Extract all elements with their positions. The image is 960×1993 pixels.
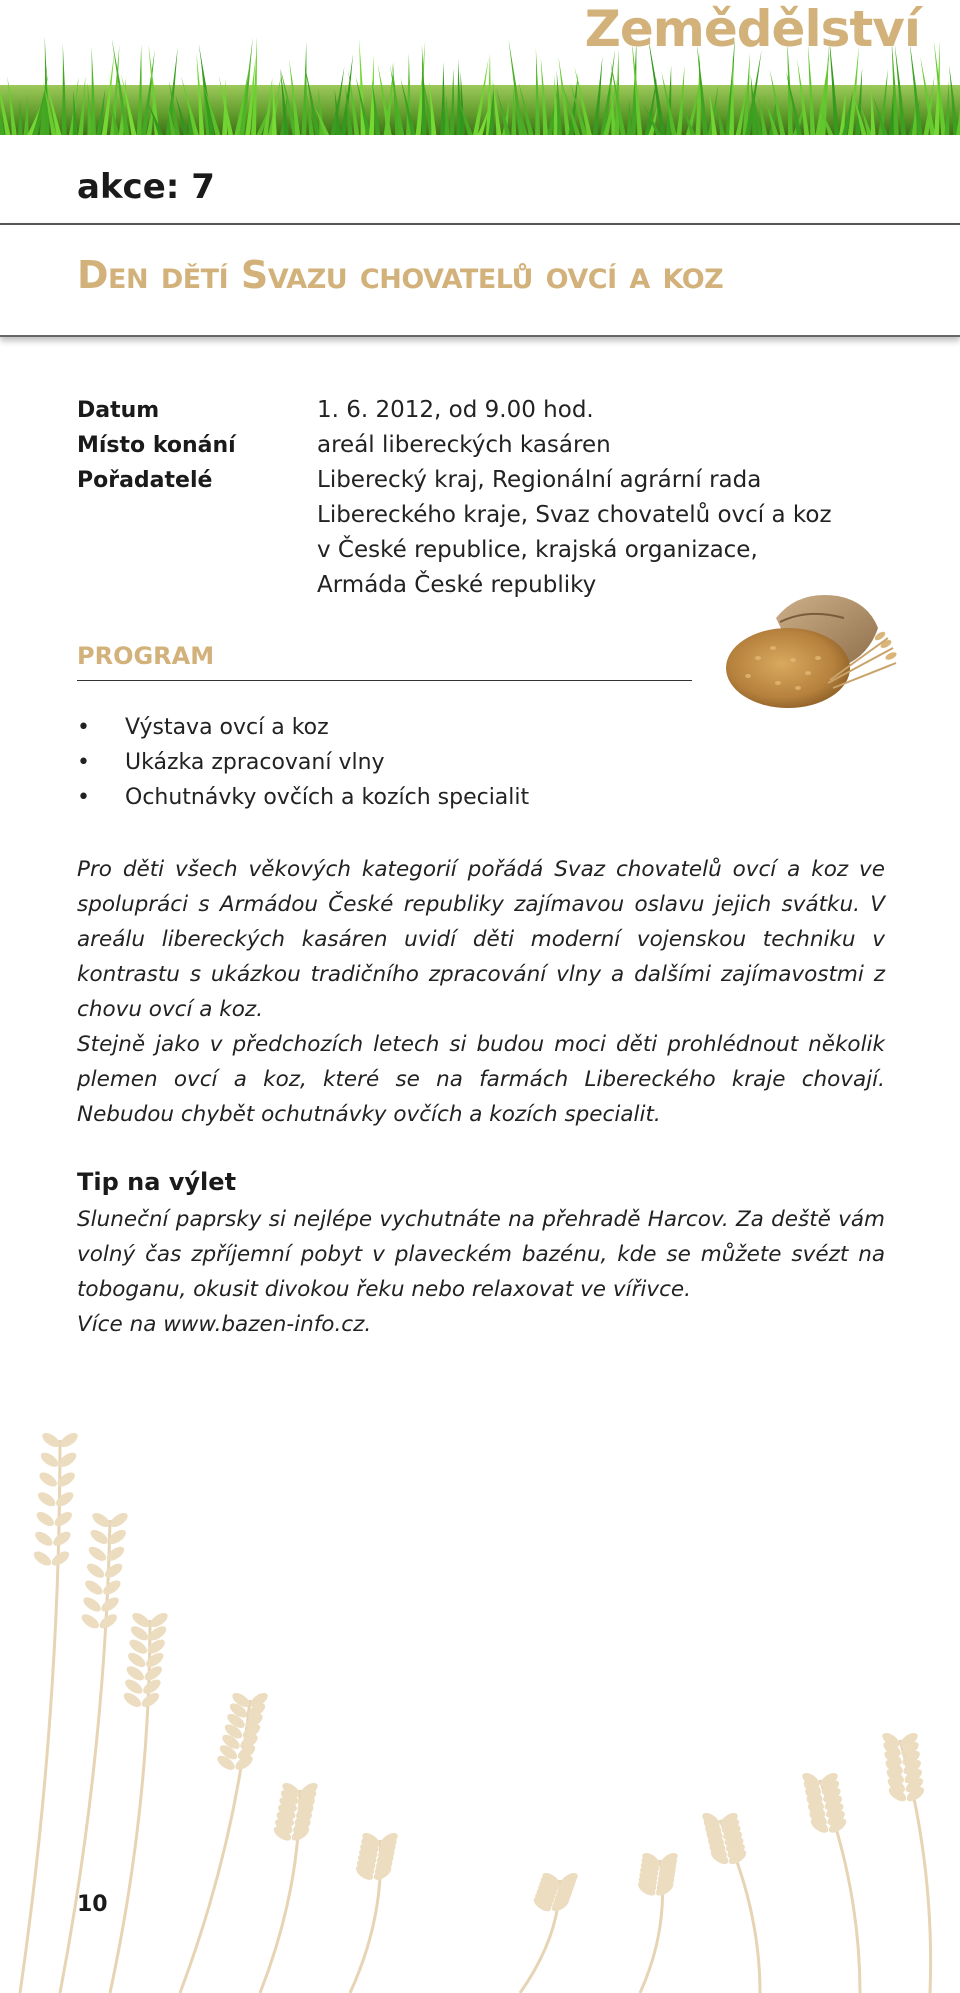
- bullet: •: [77, 715, 90, 740]
- wheat-grain: [34, 1509, 56, 1529]
- action-number-bar: [0, 135, 960, 225]
- page-number: 10: [77, 1892, 108, 1917]
- wheat-grain: [86, 1544, 108, 1564]
- wheat-grain: [142, 1663, 164, 1683]
- wheat-grain: [88, 1527, 110, 1547]
- event-info: [77, 393, 877, 603]
- program-divider: [77, 680, 692, 681]
- info-key: Datum: [77, 398, 160, 423]
- list-item: [77, 780, 529, 815]
- wheat-grain: [54, 1489, 76, 1509]
- info-value-line: Armáda České republiky: [317, 572, 597, 598]
- program-heading: PROGRAM: [77, 642, 215, 670]
- info-value-line: 1. 6. 2012, od 9.00 hod.: [317, 397, 594, 423]
- info-value: [317, 393, 594, 428]
- wheat-grain: [36, 1489, 58, 1509]
- wheat-grain: [51, 1529, 73, 1549]
- program-list: [77, 710, 529, 815]
- wheat-grain: [81, 1595, 103, 1615]
- wheat-grain: [101, 1578, 123, 1598]
- section-title: Zemědělství: [584, 0, 920, 58]
- wheat-stalk: [180, 1700, 250, 1993]
- description-paragraph-1: Pro děti všech věkových kategorií pořádá Svaz chovatelů ovcí a koz ve spolupráci s Armádou České republiky zajímavou oslavu jejich svátku. V areálu libereckých kasáren uvidí děti moderní vojenskou techniku v kontrastu s ukázkou tradičního zpracování vlny a dalšími zajímavostmi z chovu ovcí a koz.: [77, 857, 885, 1022]
- wheat-grain: [37, 1470, 59, 1490]
- info-row-date: [77, 393, 877, 428]
- info-value-line: areál libereckých kasáren: [317, 432, 611, 458]
- tip-heading: Tip na výlet: [77, 1168, 237, 1196]
- wheat-grain: [52, 1509, 74, 1529]
- info-value-line: v České republice, krajská organizace,: [317, 537, 758, 563]
- action-number: akce: 7: [77, 167, 215, 207]
- info-key: Pořadatelé: [77, 468, 213, 493]
- info-value: [317, 463, 832, 603]
- bullet: •: [77, 785, 90, 810]
- program-item-text: Výstava ovcí a koz: [125, 715, 329, 740]
- wheat-stalk: [60, 1520, 110, 1993]
- info-key: Místo konání: [77, 433, 236, 458]
- description-paragraph-2: Stejně jako v předchozích letech si budou moci děti prohlédnout několik plemen ovcí a koz, které se na farmách Libereckého kraje chovají. Nebudou chybět ochutnávky ovčích a kozích specialit.: [77, 1032, 885, 1127]
- wheat-grain: [83, 1578, 105, 1598]
- program-item-text: Ochutnávky ovčích a kozích specialit: [125, 785, 530, 810]
- wheat-decoration: [0, 1320, 960, 1993]
- wheat-grain: [99, 1595, 121, 1615]
- wheat-grain: [139, 1690, 161, 1710]
- grain-sack-image: [718, 588, 898, 713]
- wheat-stalk: [110, 1620, 150, 1993]
- wheat-grain: [97, 1612, 119, 1632]
- wheat-grain: [31, 1549, 53, 1569]
- event-title-bar: [0, 223, 960, 337]
- wheat-grain: [39, 1450, 61, 1470]
- info-value-line: Libereckého kraje, Svaz chovatelů ovcí a koz: [317, 502, 832, 528]
- wheat-grain: [79, 1612, 101, 1632]
- wheat-grain: [144, 1650, 166, 1670]
- event-title: Den dětí Svazu chovatelů ovcí a koz: [77, 253, 724, 297]
- list-item: [77, 710, 529, 745]
- program-item-text: Ukázka zpracovaní vlny: [125, 750, 385, 775]
- wheat-stalk: [20, 1440, 60, 1993]
- tip-link-line: Více na www.bazen-info.cz.: [77, 1312, 372, 1337]
- wheat-grain: [33, 1529, 55, 1549]
- info-row-venue: [77, 428, 877, 463]
- wheat-grain: [103, 1561, 125, 1581]
- bullet: •: [77, 750, 90, 775]
- header-banner: [0, 0, 960, 135]
- list-item: [77, 745, 529, 780]
- info-value: [317, 428, 611, 463]
- wheat-grain: [85, 1561, 107, 1581]
- wheat-grain: [141, 1677, 163, 1697]
- tip-text: Sluneční paprsky si nejlépe vychutnáte na přehradě Harcov. Za deště vám volný čas zpříjemní pobyt v plaveckém bazénu, kde se můžete svézt na toboganu, okusit divokou řeku nebo relaxovat ve vířivce.: [77, 1207, 885, 1302]
- info-row-organizers: [77, 463, 877, 603]
- info-value-line: Liberecký kraj, Regionální agrární rada: [317, 467, 762, 493]
- wheat-grain: [49, 1549, 71, 1569]
